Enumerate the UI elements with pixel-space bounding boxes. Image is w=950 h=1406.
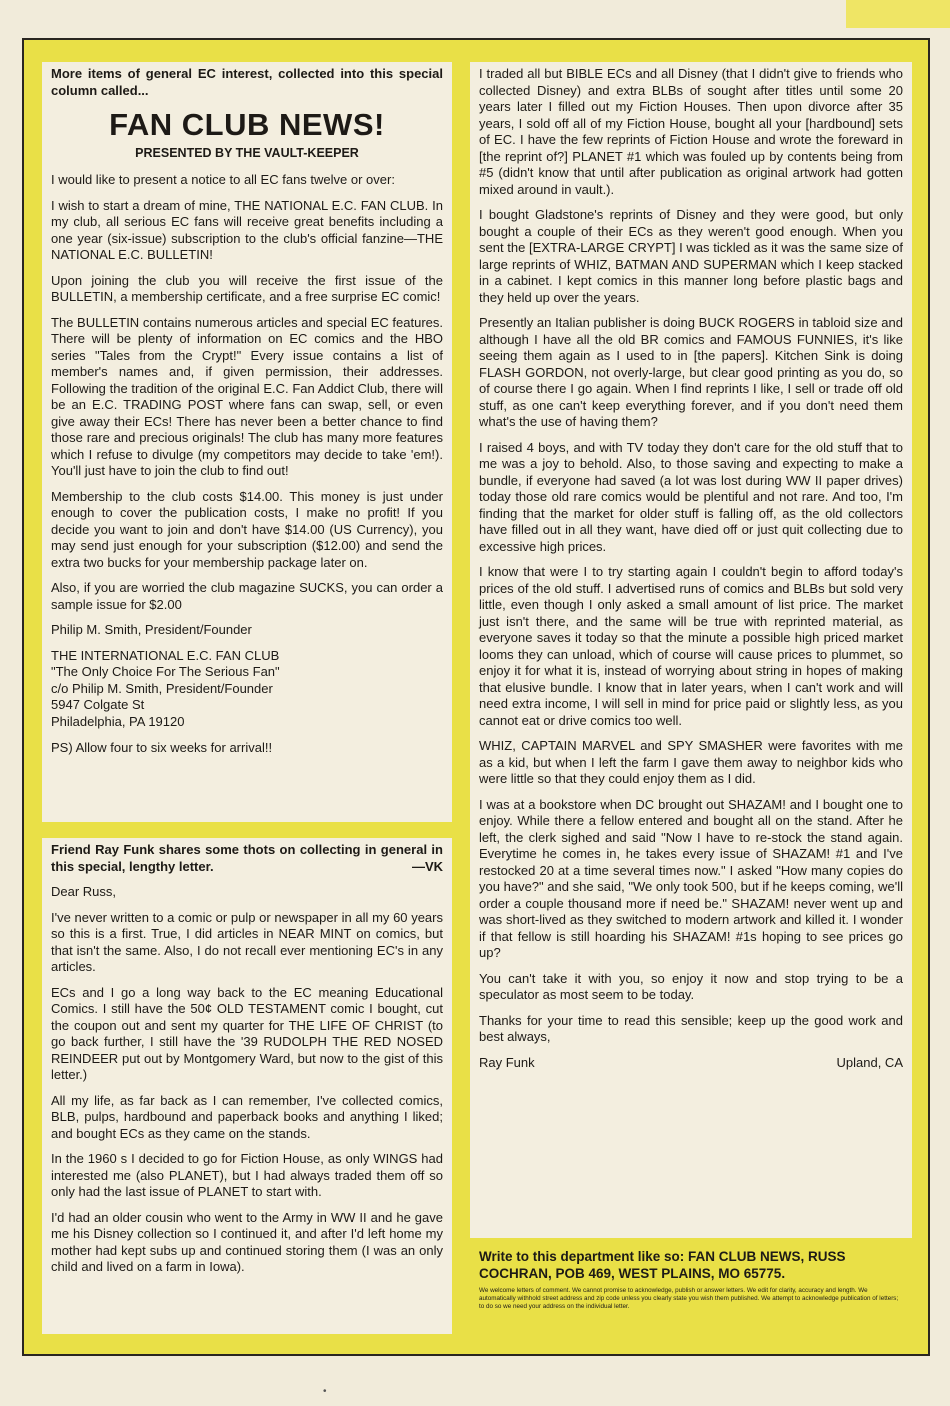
page-subtitle: PRESENTED BY THE VAULT-KEEPER	[135, 146, 359, 160]
notice-paragraph: The BULLETIN contains numerous articles and special EC features. There will be plenty of information on EC comics and the HBO series "Tales from the Crypt!" Every issue contains a list of member's names and, if given permission, their addresses. Following the tradition of the original E.C. Fan Addict Club, there will be an E.C. TRADING POST where fans can swap, sell, or even give away their ECs! There has never been a better chance to find those rare and precious originals! The club has many more features which I refuse to divulge (my competitors may decide to take 'em!). You'll just have to join the club to find out!	[51, 314, 443, 478]
letter-intro-sign: —VK	[411, 858, 443, 874]
letter-paragraph: I'd had an older cousin who went to the Army in WW II and he gave me his Disney collection so I continued it, and after I'd left home my mother had kept subs up and continued storing them (I was an only child and lived on a farm in Iowa).	[51, 1209, 443, 1274]
address-line: THE INTERNATIONAL E.C. FAN CLUB	[51, 647, 280, 663]
club-address-block	[51, 648, 443, 731]
submission-footer	[470, 1242, 912, 1336]
letter-paragraph: Presently an Italian publisher is doing BUCK ROGERS in tabloid size and although I have all the old BR comics and FAMOUS FUNNIES, it's like seeing them again as I used to in [the papers]. Kitchen Sink is doing FLASH GORDON, not overly-large, but clear good printing as you do, so of course there I go again. When I find reprints I like, I sell or trade off old stuff, as one can't keep everything forever, and if you don't need them what's the use of having them?	[479, 315, 903, 429]
ray-funk-letter-column-continued	[470, 62, 912, 1238]
letter-paragraph: I was at a bookstore when DC brought out SHAZAM! and I bought one to enjoy. While there a fellow entered and bought all on the stand. After he left, the clerk sighed and said "Now I have to re-stock the stand again. Everytime he comes in, he takes every issue of SHAZAM! #1 and I've restocked 20 at a time several times now." I asked "How many copies do you have?" and she said, "We only took 500, but if he keeps coming, we'll order a couple thousand more if need be." SHAZAM! never went up and was short-lived as they switched to modern artwork and killed it. I wonder if that fellow is still hoarding his SHAZAM! #1s hoping to see prices go up?	[479, 796, 903, 960]
page-title: FAN CLUB NEWS!	[109, 107, 385, 142]
fine-print: We welcome letters of comment. We cannot promise to acknowledge, publish or answer letters. We edit for clarity, accuracy and length. We automatically withhold street address and zip code unless you clearly state you wish them published. We attempt to acknowledge publication of letters; to do so we need your address on the individual letter.	[479, 1287, 899, 1310]
notice-paragraph: Membership to the club costs $14.00. This money is just under enough to cover the publication costs, I make no profit! If you decide you want to join and don't have $14.00 (US Currency), you may send just enough for your subscription ($12.00) and send the extra two bucks for your membership package later on.	[51, 488, 443, 570]
column-intro: More items of general EC interest, collected into this special column called...	[51, 66, 443, 98]
letter-paragraph: I raised 4 boys, and with TV today they don't care for the old stuff that to me was a joy to behold. Also, to those saving and expecting to make a bundle, if everyone had saved (a lot was lost during WW II paper drives) today those old rare comics would be plentiful and not rare. And too, I'm finding that the market for older stuff is falling off, as the old collectors have filled out in all they want, have died off or just quit collecting due to excessive high prices.	[479, 439, 903, 554]
letter-intro-text: Friend Ray Funk shares some thots on collecting in general in this special, lengthy letter.	[51, 842, 443, 874]
letter-paragraph: WHIZ, CAPTAIN MARVEL and SPY SMASHER were favorites with me as a kid, but when I left the farm I gave them away to neighbor kids who were little so that they could enjoy them as I did.	[479, 738, 903, 786]
letter-intro	[51, 842, 443, 875]
yellow-corner-tab	[846, 0, 950, 28]
address-line: Philadelphia, PA 19120	[51, 713, 185, 729]
postscript: PS) Allow four to six weeks for arrival!!	[51, 740, 273, 755]
letter-signature-line	[479, 1055, 903, 1072]
ray-funk-letter-column-start	[42, 838, 452, 1334]
page-speck: •	[323, 1386, 327, 1397]
notice-paragraph: I would like to present a notice to all EC fans twelve or over:	[51, 172, 395, 187]
address-line: 5947 Colgate St	[51, 697, 145, 712]
letter-paragraph: I bought Gladstone's reprints of Disney and they were good, but only bought a couple of their ECs as they weren't good enough. When you sent the [EXTRA-LARGE CRYPT] I was tickled as it was the same size of large reprints of WHIZ, BATMAN AND SUPERMAN which I keep stacked in a cabinet. I kept comics in this manner long before plastic bags and they held up over the years.	[479, 207, 903, 305]
letter-paragraph: All my life, as far back as I can remember, I've collected comics, BLB, pulps, hardbound and paperback books and anything I liked; and bought ECs as they came on the stands.	[51, 1092, 443, 1141]
letter-paragraph: In the 1960 s I decided to go for Fiction House, as only WINGS had interested me (also PLANET), but I had always traded them off so only had the last issue of PLANET to start with.	[51, 1151, 443, 1199]
notice-paragraph: Also, if you are worried the club magazine SUCKS, you can order a sample issue for $2.00	[51, 580, 443, 612]
submission-address: Write to this department like so: FAN CLUB NEWS, RUSS COCHRAN, POB 469, WEST PLAINS, MO 65775.	[479, 1249, 846, 1281]
fan-club-notice-column	[42, 62, 452, 822]
notice-paragraph: Upon joining the club you will receive the first issue of the BULLETIN, a membership certificate, and a free surprise EC comic!	[51, 272, 443, 304]
letter-paragraph: I've never written to a comic or pulp or newspaper in all my 60 years so this is a first. True, I did articles in NEAR MINT on comics, but that isn't the same. Also, I do not recall ever mentioning EC's in any articles.	[51, 909, 443, 974]
signature-place: Upland, CA	[836, 1054, 903, 1070]
letter-paragraph: I know that were I to try starting again I couldn't begin to afford today's prices of the old stuff. I advertised runs of comics and BLBs but sold very little, even though I only asked a small amount of list price. The market just isn't there, and the same will be true with reprinted material, as everyone saves it today so that the minute a possible high priced market looms they can unload, which of course will cause prices to plummet, so enjoy it for what it is, instead of worrying about string in hopes of making that elusive bundle. I know that in later years, when I can't work and will need extra income, I will sell in mind for price paid or slightly less, as you cannot eat or drive comics too well.	[479, 564, 903, 728]
letter-paragraph: ECs and I go a long way back to the EC meaning Educational Comics. I still have the 50¢ OLD TESTAMENT comic I bought, cut the coupon out and sent my quarter for THE LIFE OF CHRIST (to go back further, I still have the '39 RUDOLPH THE RED NOSED REINDEER put out by Montgomery Ward, but now to the gist of this letter.)	[51, 984, 443, 1082]
letter-paragraph: I traded all but BIBLE ECs and all Disney (that I didn't give to friends who collected Disney) and extra BLBs of sought after titles until some 20 years later I filled out my Fiction Houses. Then upon divorce after 35 years, I sold off all of my Fiction House, bought all your [hardbound] sets of EC. I have the few reprints of Fiction House and wrote the foreward in [the reprint of?] PLANET #1 which was fouled up by contents being from #5 (didn't know that until after publication as original artwork had gotten mixed around in vault.).	[479, 66, 903, 197]
signature-name: Ray Funk	[479, 1054, 535, 1070]
notice-paragraph: I wish to start a dream of mine, THE NATIONAL E.C. FAN CLUB. In my club, all serious EC fans will receive great benefits including a one year (six-issue) subscription to the club's official fanzine—THE NATIONAL E.C. BULLETIN!	[51, 197, 443, 262]
address-line: c/o Philip M. Smith, President/Founder	[51, 680, 273, 696]
letter-paragraph: Thanks for your time to read this sensible; keep up the good work and best always,	[479, 1012, 903, 1044]
address-line: "The Only Choice For The Serious Fan"	[51, 664, 280, 679]
letter-paragraph: You can't take it with you, so enjoy it now and stop trying to be a speculator as most seem to be today.	[479, 970, 903, 1002]
notice-signature: Philip M. Smith, President/Founder	[51, 622, 252, 637]
letter-salutation: Dear Russ,	[51, 884, 117, 899]
